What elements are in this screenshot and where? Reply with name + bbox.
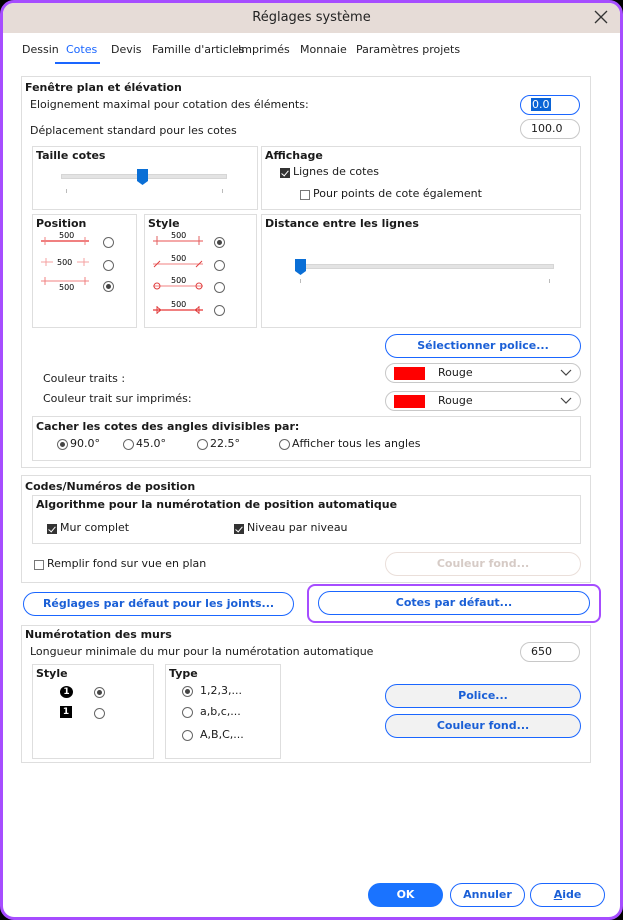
position-codes-title: Codes/Numéros de position — [25, 480, 196, 493]
codes-background-color-button[interactable]: Couleur fond... — [385, 552, 581, 576]
type-numeric-label: 1,2,3,... — [200, 684, 242, 697]
tab-imprimes[interactable]: Imprimés — [238, 43, 290, 56]
slider-tick — [222, 189, 223, 193]
type-upper-alpha-label: A,B,C,... — [200, 728, 244, 741]
close-icon[interactable] — [592, 8, 610, 26]
arrow-style-icon — [151, 299, 207, 315]
line-distance-slider[interactable] — [296, 264, 554, 269]
joints-default-button[interactable]: Réglages par défaut pour les joints... — [23, 592, 294, 616]
full-wall-checkbox[interactable] — [47, 524, 57, 534]
line-distance-group — [261, 214, 581, 328]
max-distance-label: Eloignement maximal pour cotation des éléments: — [30, 98, 309, 111]
angle-22-5-radio[interactable] — [197, 439, 208, 450]
print-color-swatch — [394, 395, 425, 408]
angle-45-radio[interactable] — [123, 439, 134, 450]
window-title: Réglages système — [252, 10, 371, 25]
dimension-size-slider-thumb[interactable] — [137, 169, 148, 185]
line-distance-title: Distance entre les lignes — [265, 217, 419, 230]
line-distance-slider-thumb[interactable] — [295, 259, 306, 275]
cancel-button[interactable]: Annuler — [450, 883, 525, 907]
style-arrows-radio[interactable] — [214, 305, 225, 316]
style-slashes-radio[interactable] — [214, 260, 225, 271]
tab-parametres-projets[interactable]: Paramètres projets — [356, 43, 461, 56]
svg-text:500: 500 — [171, 231, 187, 240]
wall-type-title: Type — [169, 667, 198, 680]
active-tab-indicator — [55, 62, 100, 64]
position-codes-group — [21, 475, 591, 583]
type-upper-alpha-radio[interactable] — [182, 730, 193, 741]
svg-text:500: 500 — [171, 300, 187, 309]
position-above-radio[interactable] — [103, 237, 114, 248]
all-angles-label: Afficher tous les angles — [292, 437, 421, 450]
svg-text:500: 500 — [171, 254, 187, 263]
type-numeric-radio[interactable] — [182, 686, 193, 697]
svg-text:500: 500 — [171, 276, 187, 285]
dimension-lines-label: Lignes de cotes — [293, 165, 379, 178]
font-button[interactable]: Police... — [385, 684, 581, 708]
dimensions-default-button[interactable]: Cotes par défaut... — [318, 591, 590, 615]
slider-tick — [66, 189, 67, 193]
line-color-swatch — [394, 367, 425, 380]
dimension-style-group — [144, 214, 257, 328]
title-bar — [3, 3, 620, 33]
wall-numbering-group — [21, 625, 591, 763]
fill-background-checkbox[interactable] — [34, 560, 44, 570]
tab-dessin[interactable]: Dessin — [22, 43, 59, 56]
tick-style-icon — [151, 230, 207, 246]
slash-style-icon — [151, 253, 207, 269]
slider-tick — [549, 279, 550, 283]
dimension-text-above-icon — [39, 230, 95, 246]
help-rest: ide — [562, 888, 582, 901]
dimension-text-inline-icon — [39, 253, 95, 269]
level-by-level-label: Niveau par niveau — [247, 521, 348, 534]
position-title: Position — [36, 217, 87, 230]
standard-offset-input[interactable]: 100.0 — [520, 119, 580, 139]
angle-45-label: 45.0° — [136, 437, 166, 450]
tab-monnaie[interactable]: Monnaie — [300, 43, 347, 56]
hide-angles-group — [32, 416, 581, 461]
help-accesskey: A — [553, 888, 563, 901]
angle-90-label: 90.0° — [70, 437, 100, 450]
type-lower-alpha-label: a,b,c,... — [200, 705, 241, 718]
plan-elevation-group — [21, 76, 591, 468]
algorithm-title: Algorithme pour la numérotation de position automatique — [36, 498, 398, 511]
slider-tick — [300, 279, 301, 283]
dimension-style-title: Style — [148, 217, 180, 230]
type-lower-alpha-radio[interactable] — [182, 707, 193, 718]
full-wall-label: Mur complet — [60, 521, 130, 534]
dimension-size-group — [32, 146, 258, 210]
dimension-lines-checkbox[interactable] — [280, 168, 290, 178]
display-group — [261, 146, 581, 210]
dimension-text-below-icon — [39, 275, 95, 291]
display-title: Affichage — [265, 149, 323, 162]
position-inline-radio[interactable] — [103, 260, 114, 271]
hide-angles-title: Cacher les cotes des angles divisibles par: — [36, 420, 300, 433]
print-color-value: Rouge — [438, 394, 473, 407]
help-button[interactable] — [530, 883, 605, 907]
all-angles-radio[interactable] — [279, 439, 290, 450]
wall-numbering-title: Numérotation des murs — [25, 628, 172, 641]
wall-type-group — [165, 664, 281, 759]
max-distance-input[interactable]: 0.0 — [520, 95, 580, 115]
circle-style-icon — [151, 275, 207, 291]
line-color-label: Couleur traits : — [43, 372, 126, 385]
min-length-input[interactable]: 650 — [520, 642, 580, 662]
print-color-label: Couleur trait sur imprimés: — [43, 392, 192, 405]
angle-22-5-label: 22.5° — [210, 437, 240, 450]
svg-text:500: 500 — [59, 231, 75, 240]
dimension-size-title: Taille cotes — [36, 149, 106, 162]
tab-famille-articles[interactable]: Famille d'articles — [152, 43, 245, 56]
algorithm-group — [32, 495, 581, 544]
style-circles-radio[interactable] — [214, 282, 225, 293]
print-color-dropdown[interactable] — [385, 391, 581, 411]
tab-bar — [3, 39, 620, 65]
tab-devis[interactable]: Devis — [111, 43, 142, 56]
chevron-down-icon — [560, 397, 572, 405]
line-color-dropdown[interactable] — [385, 363, 581, 383]
wall-style-title: Style — [36, 667, 68, 680]
fill-background-label: Remplir fond sur vue en plan — [47, 557, 207, 570]
chevron-down-icon — [560, 369, 572, 377]
ok-button[interactable]: OK — [368, 883, 443, 907]
points-too-label: Pour points de cote également — [313, 187, 482, 200]
tab-cotes[interactable]: Cotes — [66, 43, 98, 56]
style-ticks-radio[interactable] — [214, 237, 225, 248]
position-below-radio[interactable] — [103, 281, 114, 292]
wall-style-group — [32, 664, 154, 759]
square-badge-icon: 1 — [60, 706, 72, 718]
points-too-checkbox[interactable] — [300, 190, 310, 200]
min-length-label: Longueur minimale du mur pour la numérotation automatique — [30, 645, 374, 658]
standard-offset-label: Déplacement standard pour les cotes — [30, 124, 237, 137]
position-group — [32, 214, 137, 328]
svg-text:500: 500 — [59, 283, 75, 291]
level-by-level-checkbox[interactable] — [234, 524, 244, 534]
select-font-button[interactable]: Sélectionner police... — [385, 334, 581, 358]
wall-style-square-radio[interactable] — [94, 708, 105, 719]
angle-90-radio[interactable] — [57, 439, 68, 450]
wall-background-color-button[interactable]: Couleur fond... — [385, 714, 581, 738]
svg-text:500: 500 — [57, 258, 73, 267]
plan-elevation-title: Fenêtre plan et élévation — [25, 81, 182, 94]
wall-style-circle-radio[interactable] — [94, 687, 105, 698]
circle-badge-icon: 1 — [60, 686, 73, 698]
line-color-value: Rouge — [438, 366, 473, 379]
